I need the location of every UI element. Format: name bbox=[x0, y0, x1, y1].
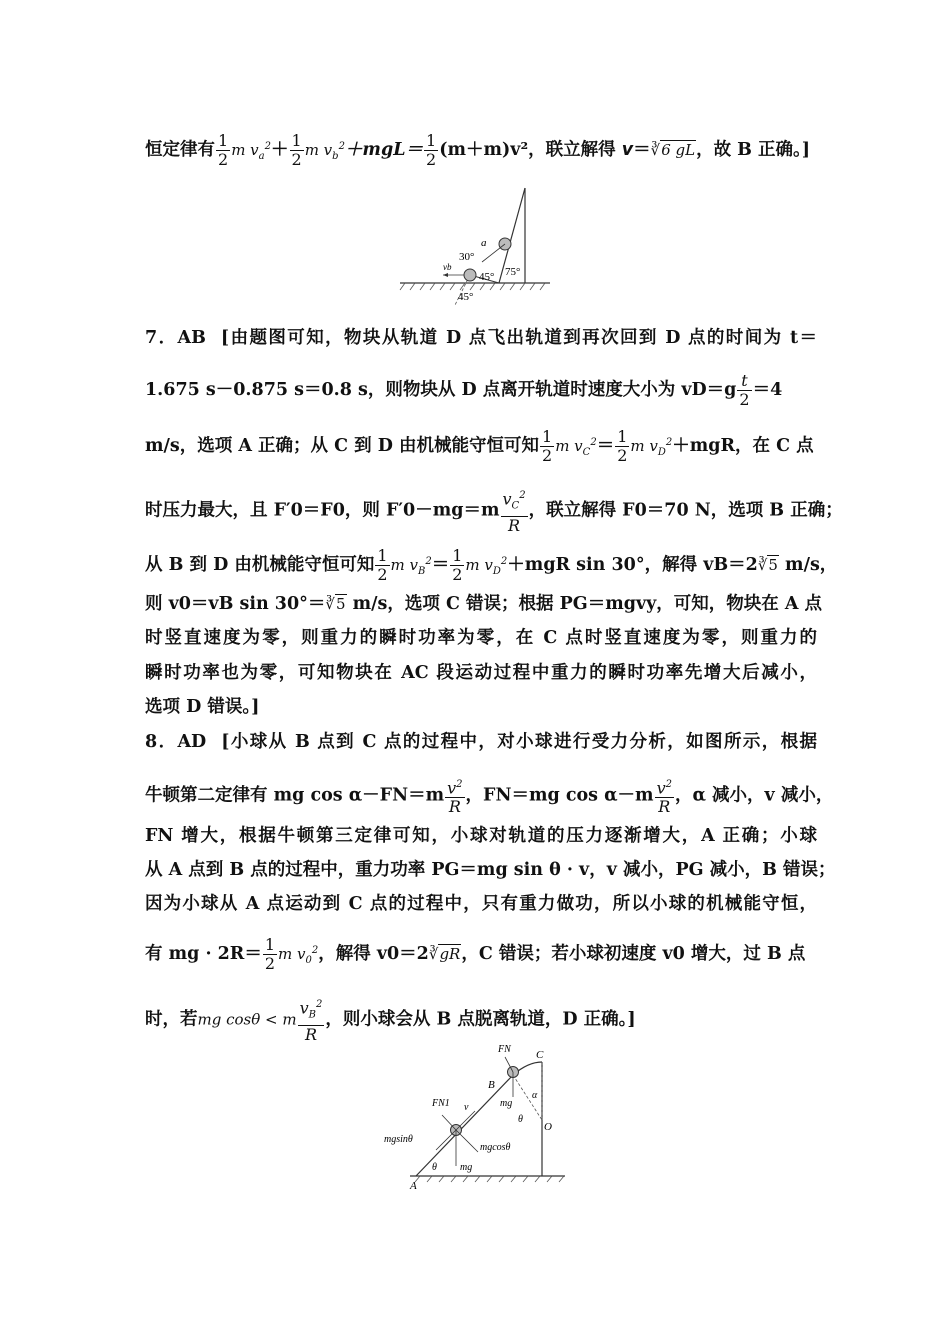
radical: ∛6 gL bbox=[650, 141, 696, 159]
fraction-half: $\frac{1}{2}$ bbox=[218, 131, 229, 169]
fig2-label: mgsinθ bbox=[384, 1134, 413, 1145]
q8-line-2: 牛顿第二定律有 mg cos α－FN＝m $\frac{v^2}{R}$ ，FN＝mg cos α－m $\frac{v^2}{R}$ ，α 减小，v 减小， bbox=[145, 776, 817, 816]
fig2-label: FN bbox=[498, 1044, 511, 1055]
fig1-label: 45° bbox=[479, 271, 495, 283]
q7-line-2: 1.675 s－0.875 s＝0.8 s，则物块从 D 点离开轨道时速度大小为 vD＝g $\frac{t}{2}$ ＝4 bbox=[145, 371, 783, 409]
energy-equation-line: 恒定律有 $\frac{1}{2}$ m $v_a^2+$ $\frac{1}{2}$ m $v_b^2+mgL=$ $\frac{1}{2}$ (m＋m)v²，联立解得 v＝∛6 gL，故 B 正确。] bbox=[145, 131, 811, 169]
q7-line-6: 则 v0＝vB sin 30°＝∛5 m/s，选项 C 错误；根据 PG＝mgvy，可知，物块在 A 点 bbox=[145, 594, 823, 614]
fig1-label: 45° bbox=[458, 291, 474, 303]
q8-line-3: FN 增大，根据牛顿第三定律可知，小球对轨道的压力逐渐增大，A 正确；小球 bbox=[145, 826, 817, 846]
q7-line-1: 7．AB [由题图可知，物块从轨道 D 点飞出轨道到再次回到 D 点的时间为 t＝ bbox=[145, 328, 818, 348]
incline-track bbox=[416, 1075, 513, 1176]
fig2-label: α bbox=[532, 1090, 538, 1101]
ball-b bbox=[464, 269, 476, 281]
fraction-half: $\frac{1}{2}$ bbox=[426, 131, 437, 169]
fig2-label: O bbox=[544, 1121, 552, 1133]
fig2-label: C bbox=[536, 1049, 544, 1061]
q8-line-4: 从 A 点到 B 点的过程中，重力功率 PG＝mg sin θ · v，v 减小，PG 减小，B 错误； bbox=[145, 860, 836, 880]
track-figure bbox=[380, 1040, 570, 1190]
q8-line-1: 8．AD [小球从 B 点到 C 点的过程中，对小球进行受力分析，如图所示，根据 bbox=[145, 732, 817, 752]
fig1-label: 75° bbox=[505, 266, 521, 278]
q8-line-6: 有 mg · 2R＝ $\frac{1}{2}$ m $v_0^2$，解得 v0＝2∛gR，C 错误；若小球初速度 v0 增大，过 B 点 bbox=[145, 935, 806, 973]
fig2-label: mg bbox=[500, 1098, 513, 1109]
q7-line-9: 选项 D 错误。] bbox=[145, 697, 260, 717]
q8-line-5: 因为小球从 A 点运动到 C 点的过程中，只有重力做功，所以小球的机械能守恒， bbox=[145, 894, 817, 914]
q7-line-5: 从 B 到 D 由机械能守恒可知 $\frac{1}{2}$ m $v_B^2=$ $\frac{1}{2}$ m $v_D^2+mgR$ sin 30°，解得 vB＝2∛5 m/s， bbox=[145, 546, 838, 584]
fig2-label: mgcosθ bbox=[480, 1142, 511, 1153]
fig2-label: FN1 bbox=[432, 1098, 450, 1109]
q7-line-8: 瞬时功率也为零，可知物块在 AC 段运动过程中重力的瞬时功率先增大后减小， bbox=[145, 663, 817, 683]
fraction-half: $\frac{1}{2}$ bbox=[291, 131, 302, 169]
fig2-label: θ bbox=[518, 1114, 523, 1125]
incline-figure bbox=[395, 180, 555, 305]
fig2-label: A bbox=[410, 1180, 417, 1190]
fig1-label: 30° bbox=[459, 251, 475, 263]
fig2-label: v bbox=[464, 1102, 469, 1113]
q7-line-3: m/s，选项 A 正确；从 C 到 D 由机械能守恒可知 $\frac{1}{2}$ m $v_C^2=$ $\frac{1}{2}$ m $v_D^2+mgR$，在 C 点 bbox=[145, 427, 814, 465]
fig1-label: a bbox=[481, 237, 487, 249]
fig1-label: vb bbox=[443, 262, 452, 272]
q7-line-4: 时压力最大，且 F′0＝F0，则 F′0－mg＝m $\frac{v_C^2}{R}$ ，联立解得 F0＝70 N，选项 B 正确； bbox=[145, 487, 817, 535]
fig2-label: mg bbox=[460, 1162, 473, 1173]
q8-line-7: 时，若mg cosθ < m $\frac{v_B^2}{R}$ ，则小球会从 B 点脱离轨道，D 正确。] bbox=[145, 996, 817, 1044]
q7-line-7: 时竖直速度为零，则重力的瞬时功率为零，在 C 点时竖直速度为零，则重力的 bbox=[145, 628, 817, 648]
fig2-label: θ bbox=[432, 1162, 437, 1173]
fig2-label: B bbox=[488, 1079, 495, 1091]
